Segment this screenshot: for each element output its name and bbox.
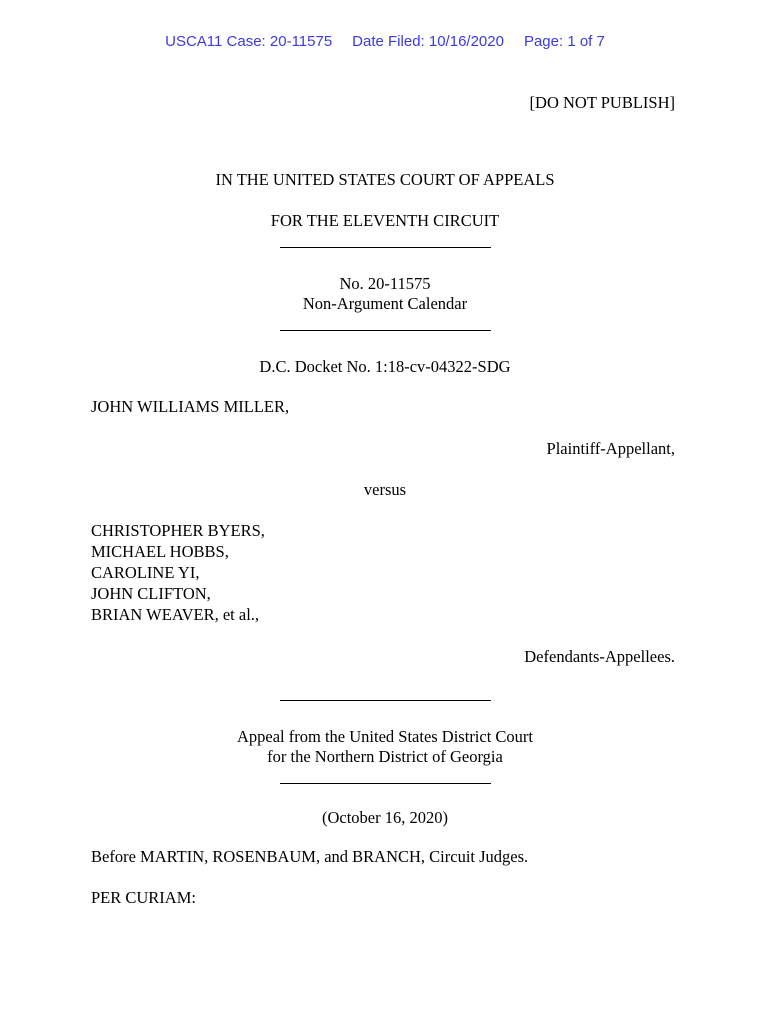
page-stamp: Page: 1 of 7 <box>523 33 605 50</box>
plaintiff-name: JOHN WILLIAMS MILLER, <box>91 397 290 416</box>
appeal-origin: Appeal from the United States District Court <box>236 727 534 746</box>
case-number: No. 20-11575 <box>339 274 431 293</box>
defendant-name: CAROLINE YI, <box>91 563 200 582</box>
divider <box>280 783 491 784</box>
appeal-district: for the Northern District of Georgia <box>267 747 503 766</box>
defendant-name: CHRISTOPHER BYERS, <box>91 521 265 540</box>
divider <box>280 700 491 701</box>
calendar-type: Non-Argument Calendar <box>302 294 468 313</box>
panel-judges: Before MARTIN, ROSENBAUM, and BRANCH, Circuit Judges. <box>91 847 529 866</box>
defendant-name: MICHAEL HOBBS, <box>91 542 229 561</box>
defendant-name: JOHN CLIFTON, <box>91 584 211 603</box>
divider <box>280 330 491 331</box>
case-stamp: USCA11 Case: 20-11575 <box>165 33 333 50</box>
publication-notice: [DO NOT PUBLISH] <box>529 93 675 112</box>
date-filed-stamp: Date Filed: 10/16/2020 <box>352 33 504 50</box>
decision-date: (October 16, 2020) <box>321 808 448 827</box>
per-curiam-heading: PER CURIAM: <box>91 888 196 907</box>
divider <box>280 247 491 248</box>
defendants-role: Defendants-Appellees. <box>524 647 675 666</box>
circuit-name: FOR THE ELEVENTH CIRCUIT <box>270 211 500 230</box>
versus-label: versus <box>363 480 407 499</box>
docket-number: D.C. Docket No. 1:18-cv-04322-SDG <box>259 357 511 376</box>
filing-header <box>0 33 770 50</box>
court-name: IN THE UNITED STATES COURT OF APPEALS <box>215 170 555 189</box>
plaintiff-role: Plaintiff-Appellant, <box>546 439 675 458</box>
defendant-name: BRIAN WEAVER, et al., <box>91 605 260 624</box>
